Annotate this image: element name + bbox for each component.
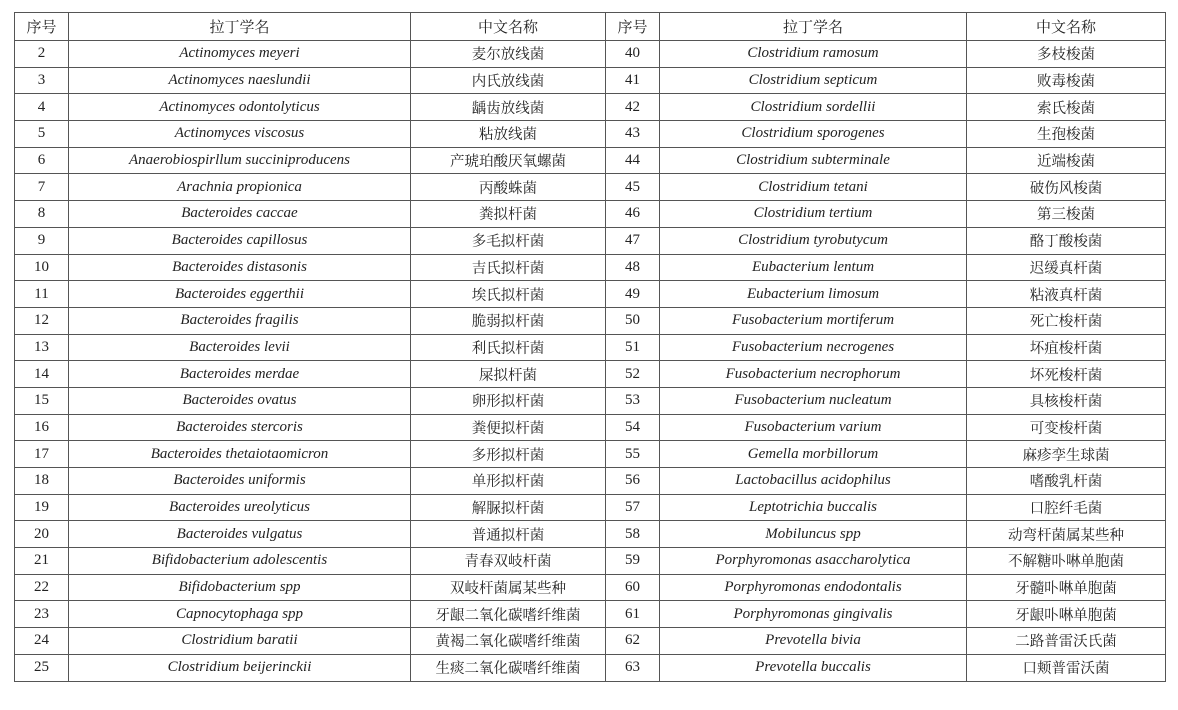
latin-name-left: Anaerobiospirllum succiniproducens	[69, 147, 411, 174]
table-row	[15, 361, 1166, 388]
chinese-name-left: 牙龈二氧化碳嗜纤维菌	[411, 601, 606, 628]
chinese-name-right: 坏死梭杆菌	[967, 361, 1166, 388]
latin-name-right: Eubacterium lentum	[660, 254, 967, 281]
number-right: 47	[606, 227, 660, 254]
latin-name-left: Bifidobacterium spp	[69, 574, 411, 601]
latin-name-right: Fusobacterium nucleatum	[660, 387, 967, 414]
latin-name-right: Porphyromonas endodontalis	[660, 574, 967, 601]
number-right: 48	[606, 254, 660, 281]
chinese-name-left: 脆弱拟杆菌	[411, 307, 606, 334]
chinese-name-right: 嗜酸乳杆菌	[967, 468, 1166, 495]
chinese-name-left: 普通拟杆菌	[411, 521, 606, 548]
number-right: 52	[606, 361, 660, 388]
chinese-name-left: 埃氏拟杆菌	[411, 281, 606, 308]
latin-name-right: Clostridium ramosum	[660, 41, 967, 68]
table-row	[15, 201, 1166, 228]
number-right: 40	[606, 41, 660, 68]
chinese-name-right: 粘液真杆菌	[967, 281, 1166, 308]
table-row	[15, 307, 1166, 334]
table-row	[15, 521, 1166, 548]
table-row	[15, 441, 1166, 468]
number-right: 56	[606, 468, 660, 495]
table-header	[15, 13, 1166, 41]
number-left: 4	[15, 94, 69, 121]
chinese-name-left: 黄褐二氧化碳嗜纤维菌	[411, 628, 606, 655]
chinese-name-left: 吉氏拟杆菌	[411, 254, 606, 281]
number-left: 5	[15, 121, 69, 148]
latin-name-right: Fusobacterium necrogenes	[660, 334, 967, 361]
number-left: 21	[15, 548, 69, 575]
table-row	[15, 41, 1166, 68]
chinese-name-left: 内氏放线菌	[411, 67, 606, 94]
chinese-name-left: 粪拟杆菌	[411, 201, 606, 228]
chinese-name-right: 口腔纤毛菌	[967, 494, 1166, 521]
header-latin-left: 拉丁学名	[69, 13, 411, 41]
number-right: 57	[606, 494, 660, 521]
chinese-name-left: 多形拟杆菌	[411, 441, 606, 468]
latin-name-left: Bacteroides uniformis	[69, 468, 411, 495]
number-right: 51	[606, 334, 660, 361]
table-row	[15, 548, 1166, 575]
table-row	[15, 654, 1166, 681]
number-left: 23	[15, 601, 69, 628]
table-row	[15, 574, 1166, 601]
latin-name-left: Bacteroides capillosus	[69, 227, 411, 254]
latin-name-left: Bacteroides caccae	[69, 201, 411, 228]
latin-name-right: Clostridium tertium	[660, 201, 967, 228]
latin-name-left: Bacteroides vulgatus	[69, 521, 411, 548]
number-right: 62	[606, 628, 660, 655]
number-left: 6	[15, 147, 69, 174]
latin-name-left: Actinomyces naeslundii	[69, 67, 411, 94]
latin-name-left: Bacteroides distasonis	[69, 254, 411, 281]
latin-name-left: Bacteroides thetaiotaomicron	[69, 441, 411, 468]
header-chinese-right: 中文名称	[967, 13, 1166, 41]
chinese-name-right: 迟缓真杆菌	[967, 254, 1166, 281]
latin-name-right: Clostridium septicum	[660, 67, 967, 94]
latin-name-left: Bacteroides stercoris	[69, 414, 411, 441]
chinese-name-left: 麦尔放线菌	[411, 41, 606, 68]
chinese-name-left: 产琥珀酸厌氧螺菌	[411, 147, 606, 174]
number-right: 42	[606, 94, 660, 121]
number-left: 25	[15, 654, 69, 681]
chinese-name-left: 解脲拟杆菌	[411, 494, 606, 521]
chinese-name-right: 近端梭菌	[967, 147, 1166, 174]
latin-name-right: Mobiluncus spp	[660, 521, 967, 548]
number-left: 7	[15, 174, 69, 201]
header-number-left: 序号	[15, 13, 69, 41]
latin-name-right: Clostridium subterminale	[660, 147, 967, 174]
number-left: 11	[15, 281, 69, 308]
number-left: 3	[15, 67, 69, 94]
latin-name-left: Bacteroides fragilis	[69, 307, 411, 334]
table-row	[15, 494, 1166, 521]
table-row	[15, 334, 1166, 361]
chinese-name-left: 粘放线菌	[411, 121, 606, 148]
chinese-name-right: 多枝梭菌	[967, 41, 1166, 68]
table-row	[15, 601, 1166, 628]
chinese-name-left: 利氏拟杆菌	[411, 334, 606, 361]
number-right: 59	[606, 548, 660, 575]
latin-name-left: Actinomyces odontolyticus	[69, 94, 411, 121]
number-right: 41	[606, 67, 660, 94]
table-row	[15, 121, 1166, 148]
latin-name-left: Clostridium baratii	[69, 628, 411, 655]
number-right: 46	[606, 201, 660, 228]
chinese-name-left: 粪便拟杆菌	[411, 414, 606, 441]
latin-name-right: Clostridium tyrobutycum	[660, 227, 967, 254]
table-row	[15, 628, 1166, 655]
latin-name-right: Lactobacillus acidophilus	[660, 468, 967, 495]
latin-name-right: Fusobacterium varium	[660, 414, 967, 441]
number-left: 15	[15, 387, 69, 414]
latin-name-right: Porphyromonas asaccharolytica	[660, 548, 967, 575]
latin-name-left: Bacteroides eggerthii	[69, 281, 411, 308]
number-right: 55	[606, 441, 660, 468]
number-left: 13	[15, 334, 69, 361]
number-right: 54	[606, 414, 660, 441]
chinese-name-left: 单形拟杆菌	[411, 468, 606, 495]
number-left: 8	[15, 201, 69, 228]
chinese-name-right: 牙髓卟啉单胞菌	[967, 574, 1166, 601]
number-left: 18	[15, 468, 69, 495]
chinese-name-right: 破伤风梭菌	[967, 174, 1166, 201]
chinese-name-left: 丙酸蛛菌	[411, 174, 606, 201]
chinese-name-right: 二路普雷沃氏菌	[967, 628, 1166, 655]
latin-name-right: Leptotrichia buccalis	[660, 494, 967, 521]
latin-name-left: Bacteroides ureolyticus	[69, 494, 411, 521]
chinese-name-left: 龋齿放线菌	[411, 94, 606, 121]
chinese-name-right: 坏疽梭杆菌	[967, 334, 1166, 361]
chinese-name-right: 第三梭菌	[967, 201, 1166, 228]
chinese-name-right: 牙龈卟啉单胞菌	[967, 601, 1166, 628]
chinese-name-left: 屎拟杆菌	[411, 361, 606, 388]
latin-name-right: Porphyromonas gingivalis	[660, 601, 967, 628]
header-chinese-left: 中文名称	[411, 13, 606, 41]
latin-name-left: Bifidobacterium adolescentis	[69, 548, 411, 575]
number-right: 50	[606, 307, 660, 334]
number-left: 12	[15, 307, 69, 334]
latin-name-left: Actinomyces meyeri	[69, 41, 411, 68]
latin-name-right: Clostridium tetani	[660, 174, 967, 201]
table-row	[15, 414, 1166, 441]
latin-name-right: Clostridium sordellii	[660, 94, 967, 121]
latin-name-right: Clostridium sporogenes	[660, 121, 967, 148]
number-left: 20	[15, 521, 69, 548]
header-row	[15, 13, 1166, 41]
table-row	[15, 174, 1166, 201]
chinese-name-right: 败毒梭菌	[967, 67, 1166, 94]
number-left: 10	[15, 254, 69, 281]
table-row	[15, 387, 1166, 414]
chinese-name-right: 生孢梭菌	[967, 121, 1166, 148]
chinese-name-left: 卵形拟杆菌	[411, 387, 606, 414]
number-left: 16	[15, 414, 69, 441]
number-left: 17	[15, 441, 69, 468]
latin-name-left: Actinomyces viscosus	[69, 121, 411, 148]
number-left: 9	[15, 227, 69, 254]
chinese-name-right: 麻疹孪生球菌	[967, 441, 1166, 468]
chinese-name-right: 死亡梭杆菌	[967, 307, 1166, 334]
number-left: 22	[15, 574, 69, 601]
number-right: 63	[606, 654, 660, 681]
chinese-name-right: 具核梭杆菌	[967, 387, 1166, 414]
latin-name-left: Bacteroides levii	[69, 334, 411, 361]
number-right: 49	[606, 281, 660, 308]
number-right: 45	[606, 174, 660, 201]
table-row	[15, 468, 1166, 495]
number-left: 14	[15, 361, 69, 388]
header-number-right: 序号	[606, 13, 660, 41]
table-row	[15, 147, 1166, 174]
table-row	[15, 94, 1166, 121]
table-body	[15, 41, 1166, 682]
table-row	[15, 67, 1166, 94]
chinese-name-left: 多毛拟杆菌	[411, 227, 606, 254]
latin-name-left: Arachnia propionica	[69, 174, 411, 201]
latin-name-right: Prevotella buccalis	[660, 654, 967, 681]
chinese-name-left: 青春双岐杆菌	[411, 548, 606, 575]
number-right: 53	[606, 387, 660, 414]
number-left: 24	[15, 628, 69, 655]
latin-name-right: Fusobacterium mortiferum	[660, 307, 967, 334]
chinese-name-right: 可变梭杆菌	[967, 414, 1166, 441]
chinese-name-right: 口颊普雷沃菌	[967, 654, 1166, 681]
number-right: 60	[606, 574, 660, 601]
number-left: 19	[15, 494, 69, 521]
table-row	[15, 281, 1166, 308]
latin-name-left: Bacteroides merdae	[69, 361, 411, 388]
header-latin-right: 拉丁学名	[660, 13, 967, 41]
table-row	[15, 227, 1166, 254]
chinese-name-left: 生痰二氧化碳嗜纤维菌	[411, 654, 606, 681]
latin-name-right: Eubacterium limosum	[660, 281, 967, 308]
species-table	[14, 12, 1166, 682]
number-left: 2	[15, 41, 69, 68]
latin-name-right: Prevotella bivia	[660, 628, 967, 655]
latin-name-right: Fusobacterium necrophorum	[660, 361, 967, 388]
chinese-name-right: 酪丁酸梭菌	[967, 227, 1166, 254]
chinese-name-right: 索氏梭菌	[967, 94, 1166, 121]
chinese-name-left: 双岐杆菌属某些种	[411, 574, 606, 601]
chinese-name-right: 不解糖卟啉单胞菌	[967, 548, 1166, 575]
latin-name-left: Clostridium beijerinckii	[69, 654, 411, 681]
table-row	[15, 254, 1166, 281]
number-right: 61	[606, 601, 660, 628]
number-right: 44	[606, 147, 660, 174]
number-right: 43	[606, 121, 660, 148]
latin-name-left: Bacteroides ovatus	[69, 387, 411, 414]
latin-name-right: Gemella morbillorum	[660, 441, 967, 468]
latin-name-left: Capnocytophaga spp	[69, 601, 411, 628]
number-right: 58	[606, 521, 660, 548]
chinese-name-right: 动弯杆菌属某些种	[967, 521, 1166, 548]
